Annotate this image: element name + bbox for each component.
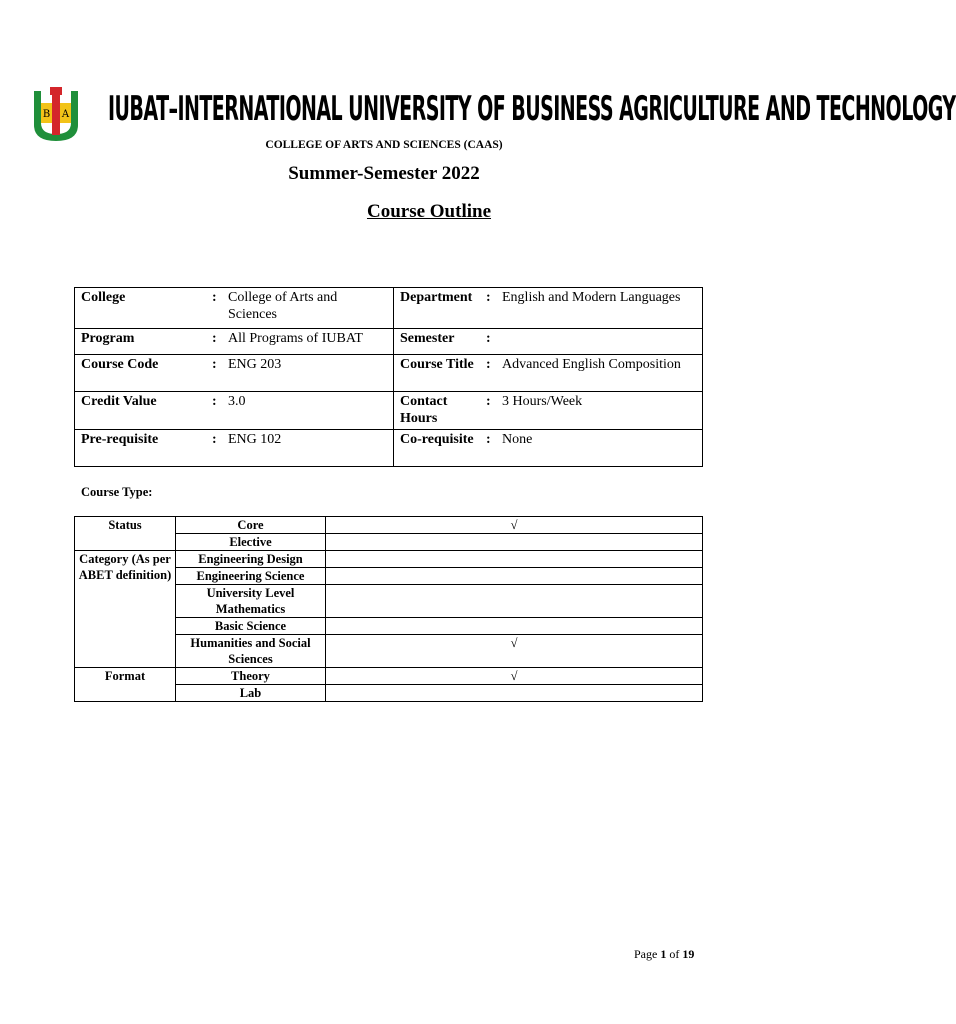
logo-letter-a: A — [61, 109, 70, 120]
info-colon: : — [210, 430, 222, 467]
info-colon: : — [484, 430, 496, 467]
page-prefix: Page — [634, 947, 658, 961]
table-row — [75, 517, 703, 534]
type-mark — [326, 585, 703, 618]
info-colon: : — [210, 392, 222, 430]
page-of: of — [669, 947, 680, 961]
info-value: All Programs of IUBAT — [222, 329, 394, 355]
iubat-logo — [31, 87, 81, 143]
course-type-table — [74, 516, 703, 702]
table-row — [75, 668, 703, 685]
course-type-label: Course Type: — [81, 485, 153, 499]
info-label: College — [75, 288, 211, 329]
university-title: IUBAT–INTERNATIONAL UNIVERSITY OF BUSINESS AGRICULTURE AND TECHNOLOGY — [108, 89, 956, 129]
info-colon: : — [210, 355, 222, 392]
info-value: 3 Hours/Week — [496, 392, 703, 430]
info-value: 3.0 — [222, 392, 394, 430]
info-label: Course Title — [394, 355, 485, 392]
info-row — [75, 430, 703, 467]
group-status: Status — [75, 517, 176, 551]
type-item: Elective — [176, 534, 326, 551]
info-label: Contact Hours — [394, 392, 485, 430]
info-colon: : — [484, 355, 496, 392]
info-value: ENG 203 — [222, 355, 394, 392]
info-label: Program — [75, 329, 211, 355]
info-label: Pre-requisite — [75, 430, 211, 467]
info-label: Co-requisite — [394, 430, 485, 467]
page-footer — [634, 947, 694, 962]
info-value: Advanced English Composition — [496, 355, 703, 392]
type-mark — [326, 568, 703, 585]
college-name: COLLEGE OF ARTS AND SCIENCES (CAAS) — [265, 139, 503, 151]
group-category: Category (As per ABET definition) — [75, 551, 176, 668]
info-colon: : — [210, 288, 222, 329]
info-colon: : — [484, 329, 496, 355]
group-format: Format — [75, 668, 176, 702]
info-colon: : — [210, 329, 222, 355]
info-row — [75, 329, 703, 355]
type-mark: √ — [326, 517, 703, 534]
type-mark — [326, 534, 703, 551]
table-row — [75, 551, 703, 568]
course-info-table — [74, 287, 703, 467]
type-mark — [326, 685, 703, 702]
info-row — [75, 392, 703, 430]
type-item: University Level Mathematics — [176, 585, 326, 618]
info-colon: : — [484, 288, 496, 329]
type-item: Theory — [176, 668, 326, 685]
info-label: Department — [394, 288, 485, 329]
type-mark: √ — [326, 668, 703, 685]
type-item: Humanities and Social Sciences — [176, 635, 326, 668]
info-value: English and Modern Languages — [496, 288, 703, 329]
type-item: Basic Science — [176, 618, 326, 635]
type-mark — [326, 618, 703, 635]
info-value: ENG 102 — [222, 430, 394, 467]
type-mark: √ — [326, 635, 703, 668]
semester-title: Summer-Semester 2022 — [288, 163, 480, 184]
type-item: Lab — [176, 685, 326, 702]
info-label: Course Code — [75, 355, 211, 392]
info-label: Credit Value — [75, 392, 211, 430]
info-value: None — [496, 430, 703, 467]
type-item: Engineering Science — [176, 568, 326, 585]
type-item: Core — [176, 517, 326, 534]
type-mark — [326, 551, 703, 568]
info-colon: : — [484, 392, 496, 430]
document-title: Course Outline — [366, 201, 492, 222]
type-item: Engineering Design — [176, 551, 326, 568]
info-value — [496, 329, 703, 355]
info-label: Semester — [394, 329, 485, 355]
info-row — [75, 355, 703, 392]
info-row — [75, 288, 703, 329]
logo-letter-b: B — [42, 109, 51, 120]
page-total: 19 — [682, 947, 695, 961]
info-value: College of Arts and Sciences — [222, 288, 394, 329]
page-number: 1 — [660, 947, 667, 961]
